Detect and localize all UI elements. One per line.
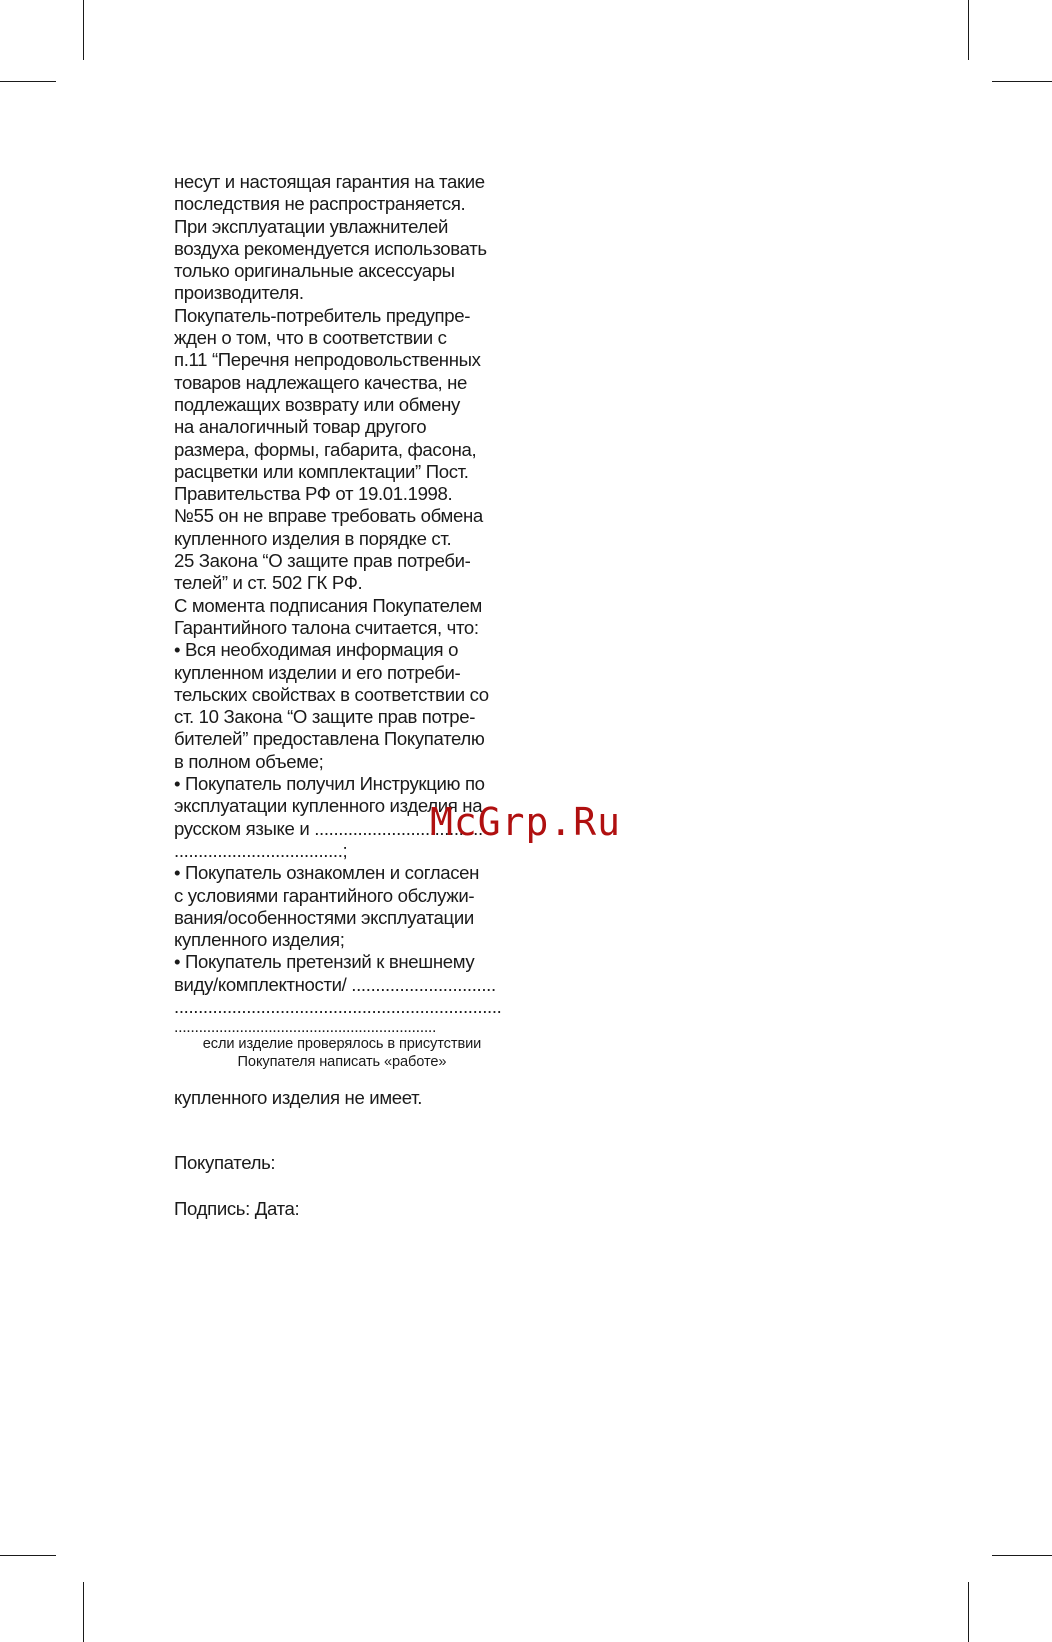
- crop-mark-bottom-left-vertical: [83, 1582, 84, 1642]
- text-line: вания/особенностями эксплуатации: [174, 906, 474, 928]
- text-line: производителя.: [174, 282, 304, 304]
- fill-in-hint: [174, 1035, 510, 1071]
- text-line: Правительства РФ от 19.01.1998.: [174, 483, 453, 505]
- bullet-line: • Вся необходимая информация о: [174, 639, 459, 661]
- text-line: последствия не распространяется.: [174, 193, 466, 215]
- text-line: жден о том, что в соответствии с: [174, 327, 447, 349]
- text-line: тельских свойствах в соответствии со: [174, 683, 489, 705]
- text-line: в полном объеме;: [174, 750, 324, 772]
- text-line: эксплуатации купленного изделия на: [174, 795, 483, 817]
- text-line: только оригинальные аксессуары: [174, 260, 455, 282]
- text-line: расцветки или комплектации” Пост.: [174, 460, 469, 482]
- watermark-logo: McGrp.Ru: [430, 800, 622, 844]
- text-line: бителей” предоставлена Покупателю: [174, 728, 485, 750]
- crop-mark-bottom-left-horizontal: [0, 1555, 56, 1556]
- text-line: купленного изделия;: [174, 929, 345, 951]
- text-line: подлежащих возврату или обмену: [174, 393, 460, 415]
- crop-mark-top-left-horizontal: [0, 81, 56, 82]
- crop-mark-top-right-horizontal: [992, 81, 1052, 82]
- text-line: Покупатель-потребитель предупре-: [174, 304, 471, 326]
- text-line: телей” и ст. 502 ГК РФ.: [174, 572, 363, 594]
- hint-line: Покупателя написать «работе»: [237, 1054, 447, 1070]
- crop-mark-bottom-right-horizontal: [992, 1555, 1052, 1556]
- text-line: ст. 10 Закона “О защите прав потре-: [174, 706, 476, 728]
- crop-mark-top-left-vertical: [83, 0, 84, 60]
- buyer-label: Покупатель:: [174, 1152, 276, 1173]
- text-line: №55 он не вправе требовать обмена: [174, 505, 483, 527]
- text-line: с условиями гарантийного обслужи-: [174, 884, 475, 906]
- text-line: воздуха рекомендуется использовать: [174, 237, 487, 259]
- crop-mark-bottom-right-vertical: [968, 1582, 969, 1642]
- signature-date-label: Подпись: Дата:: [174, 1198, 300, 1219]
- fill-in-line: ....................................................................: [174, 995, 502, 1017]
- bullet-line: • Покупатель претензий к внешнему: [174, 951, 475, 973]
- text-line: С момента подписания Покупателем: [174, 594, 482, 616]
- text-line: несут и настоящая гарантия на такие: [174, 171, 485, 192]
- bullet-line: • Покупатель получил Инструкцию по: [174, 773, 485, 795]
- text-line: размера, формы, габарита, фасона,: [174, 438, 477, 460]
- text-line: купленном изделии и его потреби-: [174, 661, 461, 683]
- fill-in-line: ...................................;: [174, 839, 348, 861]
- fill-in-line: русском языке и ...................................: [174, 817, 483, 839]
- warranty-text-block: [174, 171, 514, 1038]
- hint-line: если изделие проверялось в присутствии: [202, 1036, 482, 1052]
- text-line: п.11 “Перечня непродовольственных: [174, 349, 481, 371]
- fill-in-line: виду/комплектности/ ..............................: [174, 973, 496, 995]
- text-line: Гарантийного талона считается, что:: [174, 616, 479, 638]
- text-line: купленного изделия в порядке ст.: [174, 527, 452, 549]
- crop-mark-top-right-vertical: [968, 0, 969, 60]
- text-line: на аналогичный товар другого: [174, 416, 427, 438]
- text-line: При эксплуатации увлажнителей: [174, 215, 449, 237]
- bullet-line: • Покупатель ознакомлен и согласен: [174, 862, 480, 884]
- text-line: 25 Закона “О защите прав потреби-: [174, 550, 471, 572]
- text-line: товаров надлежащего качества, не: [174, 371, 467, 393]
- fill-in-line: ................................................................: [174, 1019, 437, 1037]
- no-claims-text: купленного изделия не имеет.: [174, 1087, 423, 1108]
